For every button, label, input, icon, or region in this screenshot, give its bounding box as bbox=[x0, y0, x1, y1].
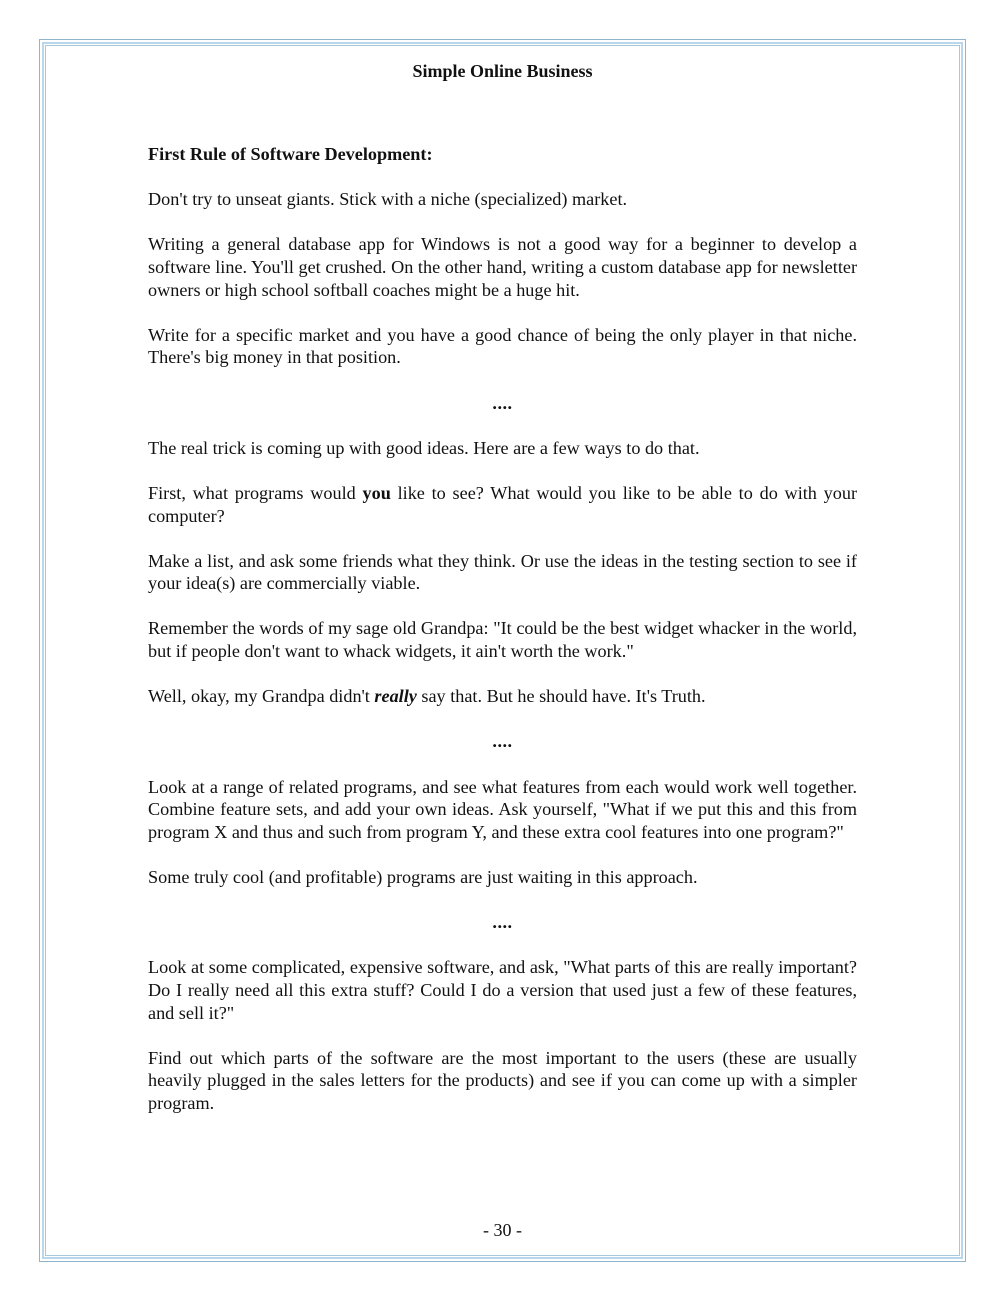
paragraph bbox=[148, 685, 857, 708]
paragraph: Make a list, and ask some friends what they think. Or use the ideas in the testing section to see if your idea(s) are commercially viable. bbox=[148, 550, 857, 594]
paragraph: Some truly cool (and profitable) programs are just waiting in this approach. bbox=[148, 867, 698, 887]
paragraph: Remember the words of my sage old Grandpa: "It could be the best widget whacker in the world, but if people don't want to whack widgets, it ain't worth the work." bbox=[148, 618, 857, 662]
paragraph-text: like to see? What would you like to be able to do with your computer? bbox=[148, 482, 857, 526]
bold-italic-emphasis: really bbox=[374, 686, 417, 707]
paragraph-text: Well, okay, my Grandpa didn't bbox=[148, 686, 375, 707]
paragraph: Writing a general database app for Windows is not a good way for a beginner to develop a software line. You'll get crushed. On the other hand, writing a custom database app for newsletter owners or high school softball coaches might be a huge hit. bbox=[148, 234, 857, 300]
page-number: - 30 - bbox=[483, 1220, 522, 1240]
running-header: Simple Online Business bbox=[412, 61, 593, 81]
section-separator: .... bbox=[492, 912, 513, 933]
paragraph: Write for a specific market and you have a good chance of being the only player in that niche. There's big money in that position. bbox=[148, 324, 857, 368]
paragraph: Look at some complicated, expensive software, and ask, "What parts of this are really important? Do I really need all this extra stuff? Could I do a version that used just a few of these features, and sell it?" bbox=[148, 957, 857, 1023]
paragraph bbox=[148, 482, 857, 527]
paragraph-text: First, what programs would bbox=[148, 482, 363, 503]
section-separator: .... bbox=[492, 731, 513, 752]
section-heading: First Rule of Software Development: bbox=[148, 144, 433, 164]
bold-emphasis: you bbox=[362, 482, 391, 503]
paragraph: Look at a range of related programs, and see what features from each would work well together. Combine feature sets, and add your own ideas. Ask yourself, "What if we put this and this from program X and thus and such from program Y, and these extra cool features into one program?" bbox=[148, 776, 857, 842]
section-separator: .... bbox=[492, 392, 513, 413]
paragraph: Find out which parts of the software are the most important to the users (these are usually heavily plugged in the sales letters for the products) and see if you can come up with a simpler program. bbox=[148, 1047, 857, 1113]
paragraph: Don't try to unseat giants. Stick with a niche (specialized) market. bbox=[148, 189, 628, 210]
page-body bbox=[148, 143, 857, 1137]
paragraph: The real trick is coming up with good ideas. Here are a few ways to do that. bbox=[148, 437, 700, 458]
paragraph-text: say that. But he should have. It's Truth. bbox=[416, 686, 706, 707]
